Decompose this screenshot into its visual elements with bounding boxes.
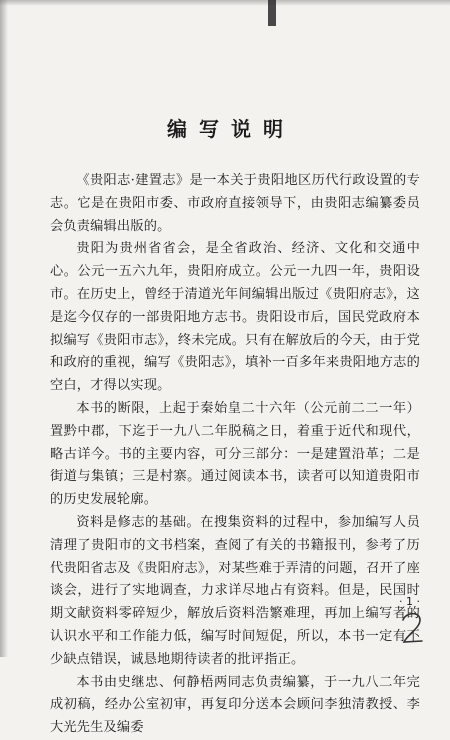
scan-edge-left (0, 0, 8, 657)
body-text (50, 170, 420, 740)
paragraph-intro: 《贵阳志·建置志》是一本关于贵阳地区历代行政设置的专志。它是在贵阳市委、市政府直接领导下，由贵阳志编纂委员会负责编辑出版的。 (50, 173, 420, 234)
paragraph-scope: 本书的断限，上起于秦始皇二十六年（公元前二二一年）置黔中郡，下迄于一九八二年脱稿之日，着重于近代和现代，略古详今。书的主要内容，可分三部分：一是建置沿革；二是街道与集镇；三是村寨。通过阅读本书，读者可以知道贵阳市的历史发展轮廓。 (50, 400, 420, 508)
page-title: 编写说明 (167, 117, 295, 141)
paragraph-history: 贵阳为贵州省省会，是全省政治、经济、文化和交通中心。公元一五六九年，贵阳府成立。公元一九四一年，贵阳设市。在历史上，曾经于清道光年间编辑出版过《贵阳府志》，这是迄今仅存的一部贵阳地方志书。贵阳设市后，国民党政府本拟编写《贵阳市志》，终未完成。只有在解放后的今天，由于党和政府的重视，编写《贵阳志》，填补一百多年来贵阳地方志的空白，才得以实现。 (50, 241, 420, 394)
paragraph-sources: 资料是修志的基础。在搜集资料的过程中，参加编写人员清理了贵阳市的文书档案，查阅了有关的书籍报刊，参考了历代贵阳省志及《贵阳府志》，对某些难于弄清的问题，召开了座谈会，进行了实地调查，力求详尽地占有资料。但是，民国时期文献资料零碎短少，解放后资料浩繁难理，再加上编写者的认识水平和工作能力低，编写时间短促，所以，本书一定有不少缺点错误，诚恳地期待读者的批评指正。 (50, 514, 420, 667)
binding-mark (268, 0, 276, 26)
scan-edge-top (0, 0, 450, 6)
page-number: · 1 · (399, 595, 420, 608)
paragraph-editors: 本书由史继忠、何静梧两同志负责编纂，于一九八二年完成初稿，经办公室初审，再复印分送本会顾问李独清教授、李大光先生及编委 (50, 674, 420, 736)
handwritten-mark-icon (398, 608, 428, 648)
